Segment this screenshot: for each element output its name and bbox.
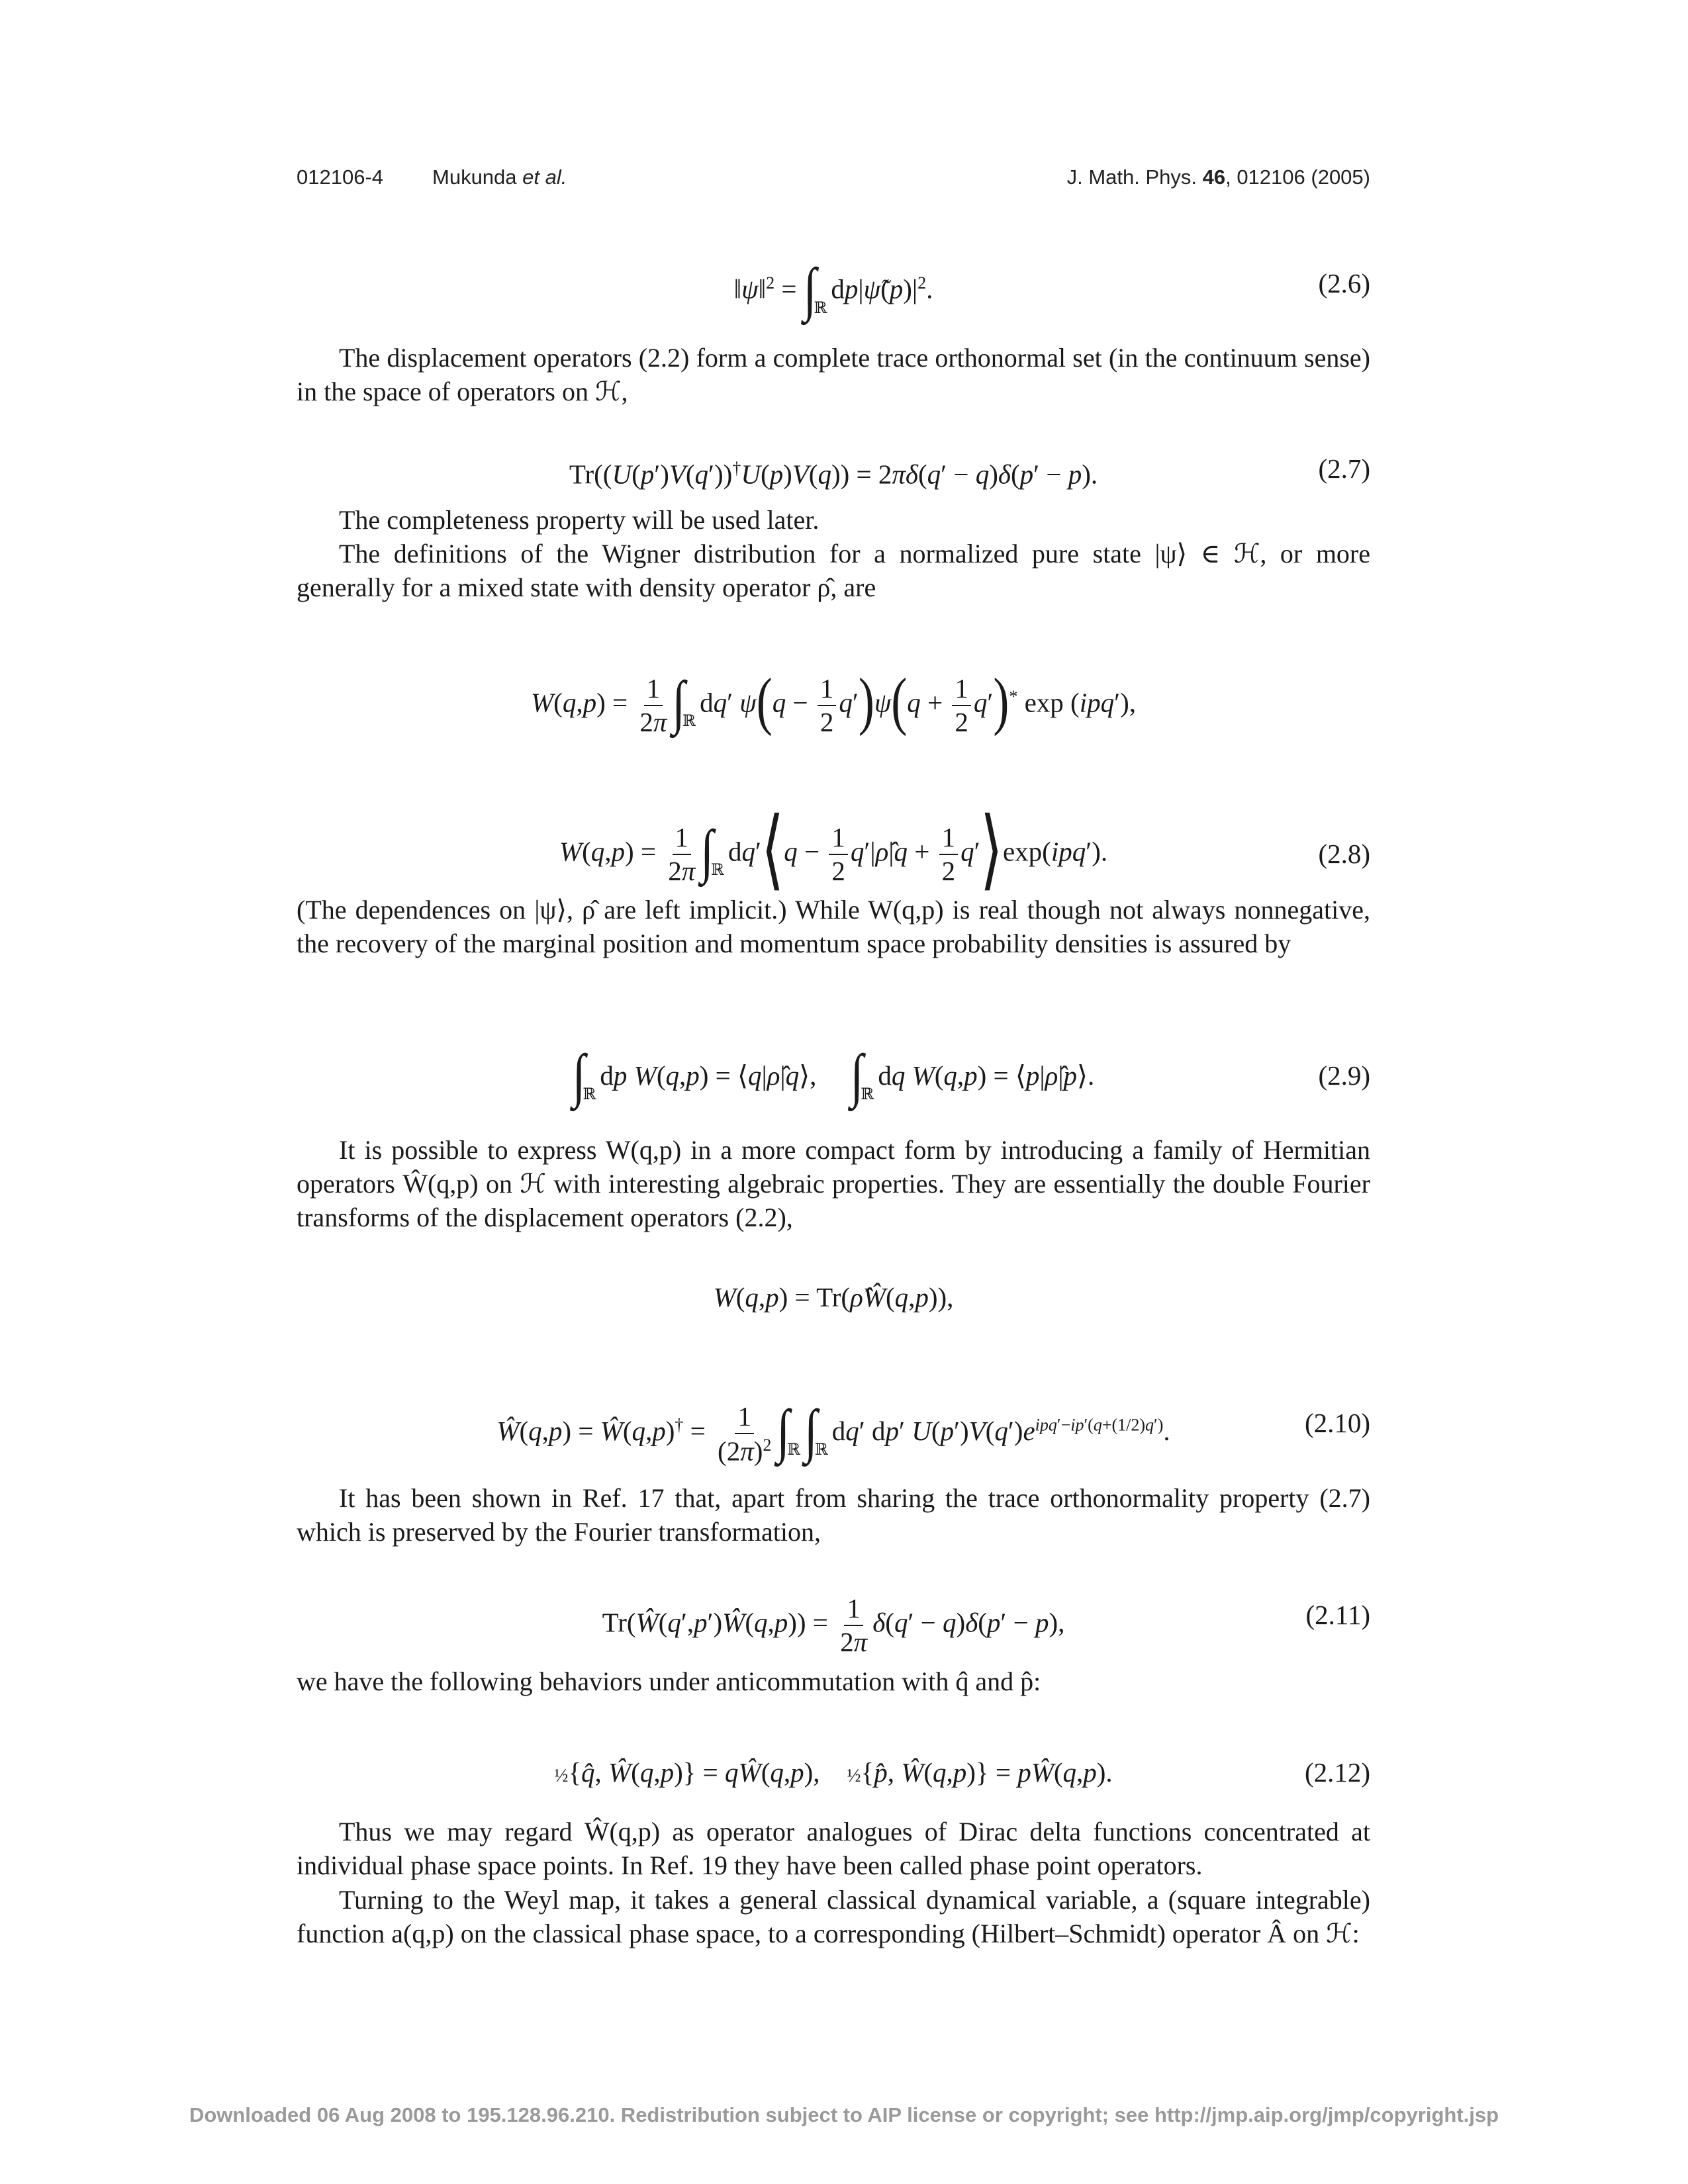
paragraph: The definitions of the Wigner distribution for a normalized pure state |ψ⟩ ∈ ℋ, or more generally for a mixed state with density operator ρ̂, are [297, 539, 1370, 602]
equation-number: (2.9) [1318, 1060, 1370, 1091]
equation-number: (2.8) [1318, 839, 1370, 869]
equation-number: (2.7) [1318, 453, 1370, 484]
equation-2-12-body: ½{q̂, Ŵ(q,p)} = qŴ(q,p), ½{p̂, Ŵ(q,p)} = pŴ(q,p). [554, 1757, 1113, 1788]
paragraph: The completeness property will be used later. [339, 505, 820, 535]
paragraph: Thus we may regard Ŵ(q,p) as operator analogues of Dirac delta functions concentrated at individual phase space points. In Ref. 19 they have been called phase point operators. [297, 1817, 1370, 1880]
equation-2-6 [297, 255, 1370, 322]
equation-2-11 [297, 1585, 1370, 1657]
equation-2-7 [297, 449, 1370, 488]
paragraph: we have the following behaviors under anticommutation with q̂ and p̂: [297, 1666, 1041, 1696]
authors-etal: et al. [522, 165, 567, 189]
equation-2-12 [297, 1752, 1370, 1792]
equation-number: (2.10) [1304, 1408, 1370, 1438]
paragraph: It has been shown in Ref. 17 that, apart from sharing the trace orthonormality property (2.7) which is preserved by the Fourier transformation, [297, 1483, 1370, 1547]
paragraph: Turning to the Weyl map, it takes a general classical dynamical variable, a (square integrable) function a(q,p) on the classical phase space, to a corresponding (Hilbert–Schmidt) operator Â on ℋ: [297, 1885, 1370, 1948]
equation-2-8 [297, 802, 1370, 899]
paragraph: The displacement operators (2.2) form a complete trace orthonormal set (in the continuum sense) in the space of operators on ℋ, [297, 343, 1370, 406]
journal-volume: 46 [1202, 165, 1226, 189]
equation-number: (2.6) [1318, 268, 1370, 298]
paragraph: It is possible to express W(q,p) in a more compact form by introducing a family of Hermitian operators Ŵ(q,p) on ℋ with interesting algebraic properties. They are essentially the double Fourier transforms of the displacement operators (2.2), [297, 1135, 1370, 1232]
equation-2-6-body: ‖ψ‖$^2$ = $\int_ℝdp|\psĩ(p)|^2$. [733, 255, 933, 322]
running-head-authors [432, 165, 567, 189]
equation-2-11-body: Tr(Ŵ(q′,p′)Ŵ(q,p)) = $\frac{1}{2\pi}$ δ(q′ − q)δ(p′ − p), [602, 1593, 1065, 1657]
download-notice: Downloaded 06 Aug 2008 to 195.128.96.210. Redistribution subject to AIP license or copyright; see http://jmp.aip.org/jmp/copyright.jsp [189, 2103, 1499, 2126]
equation-2-9 [297, 1042, 1370, 1109]
equation-2-8-body: W(q,p) = $\frac{1}{2\pi}$ $\int_ℝdq'⟨q$ − $\frac{1}{2}$ q′|ρ̂|q + $\frac{1}{2}$ q′⟩exp(ipq′). [559, 802, 1108, 899]
equation-2-10 [297, 1393, 1370, 1467]
equation-2-7-body: Tr((U(p′)V(q′))†U(p)V(q)) = 2πδ(q′ − q)δ(p′ − p). [569, 459, 1098, 490]
equation-number: (2.11) [1305, 1600, 1370, 1630]
paragraph: (The dependences on |ψ⟩, ρ̂ are left implicit.) While W(q,p) is real though not always nonnegative, the recovery of the marginal position and momentum space probability densities is assured by [297, 895, 1370, 958]
page-number: 012106-4 [297, 165, 384, 189]
equation-number: (2.12) [1304, 1757, 1370, 1788]
equation-wigner-trace [297, 1277, 1370, 1317]
equation-2-10-body: Ŵ(q,p) = Ŵ(q,p)† = $\frac{1}{(2\pi)^2}$ $\int_ℝ\int_ℝdq'$ dp′ $U(p')V(q')e^{ipq'-ip'(q+(1/2)q')}$. [496, 1398, 1170, 1467]
equation-wigner-trace-body: W(q,p) = Tr(ρ̂Ŵ(q,p)), [713, 1282, 954, 1312]
equation-wigner-pure [297, 665, 1370, 737]
journal-name: J. Math. Phys. [1066, 165, 1203, 189]
journal-citation [1067, 165, 1370, 189]
journal-rest: , 012106 (2005) [1225, 165, 1370, 189]
equation-wigner-pure-body: W(q,p) = $\frac{1}{2\pi}$ $\int_ℝdq'$ ψ(q − $\frac{1}{2}$ q′)ψ(q + $\frac{1}{2}$ q′)* exp (ipq′), [531, 665, 1136, 737]
equation-2-9-body: $\int_ℝdp$ W(q,p) = ⟨q|ρ̂|q⟩, $\int_ℝdq$ W(q,p) = ⟨p|ρ̂|p⟩. [572, 1042, 1095, 1109]
authors-text: Mukunda [432, 165, 523, 189]
